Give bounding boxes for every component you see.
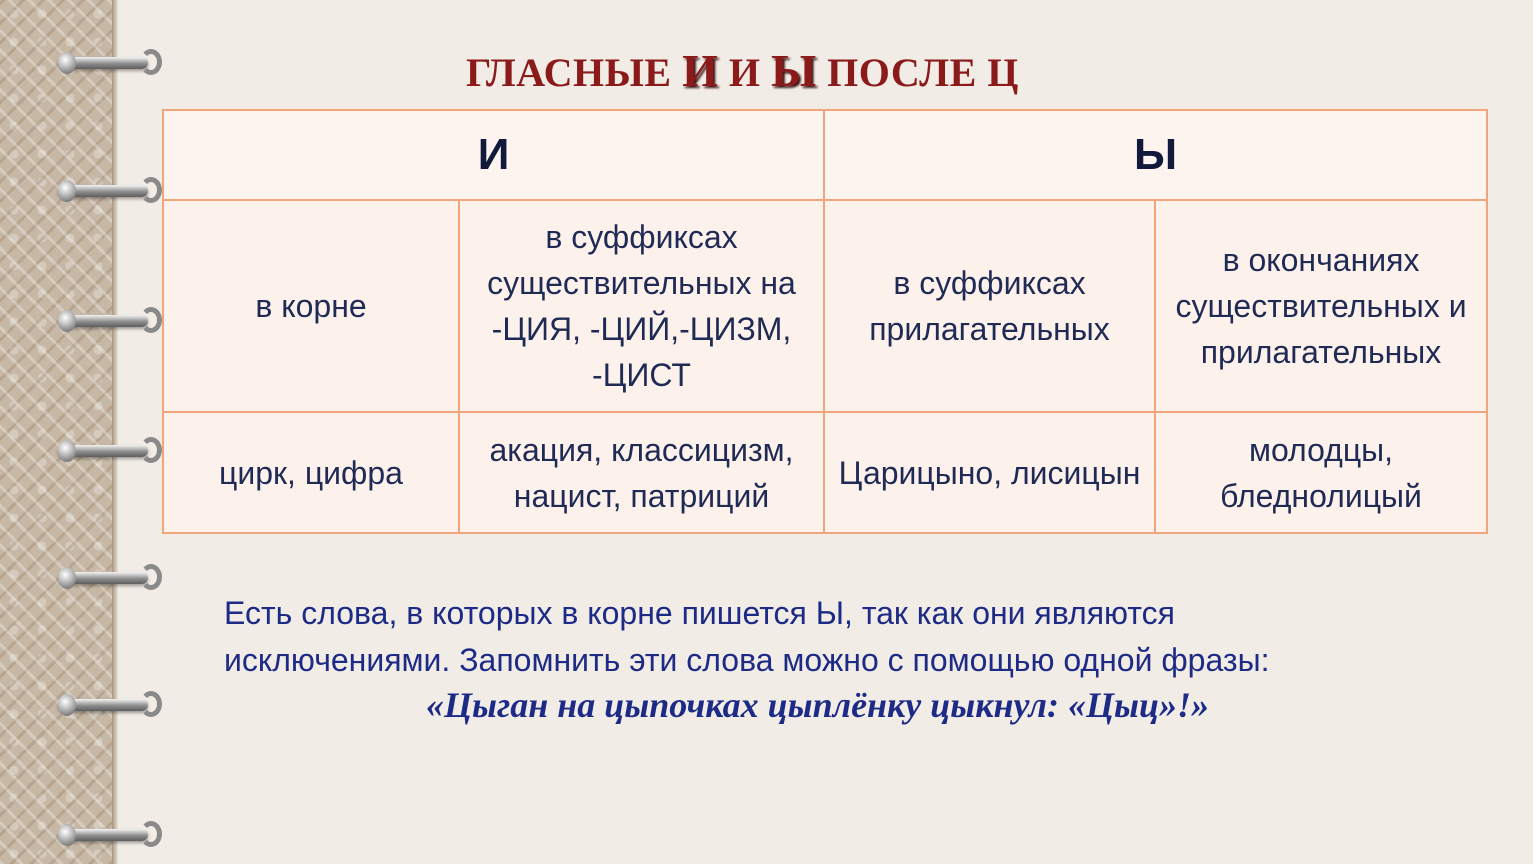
condition-cell: в суффиксах прилагательных	[824, 200, 1155, 412]
binding-ring-icon	[58, 436, 162, 466]
header-letter-i: И	[163, 110, 824, 200]
binding-ring-icon	[58, 306, 162, 336]
binding-ring-icon	[58, 48, 162, 78]
ornamental-border-edge	[112, 0, 118, 864]
rules-table	[162, 109, 1488, 534]
exception-note: Есть слова, в которых в корне пишется Ы, так как они являются исключениями. Запомнить эти слова можно с помощью одной фразы:	[224, 595, 1270, 678]
ornamental-border	[0, 0, 112, 864]
binding-ring-icon	[58, 820, 162, 850]
example-cell: молодцы, бледнолицый	[1155, 412, 1487, 533]
header-letter-y: Ы	[824, 110, 1487, 200]
example-cell: цирк, цифра	[163, 412, 459, 533]
table-row-conditions	[163, 200, 1487, 412]
condition-cell: в суффиксах существительных на -ЦИЯ, -ЦИЙ,-ЦИЗМ, -ЦИСТ	[459, 200, 824, 412]
example-cell: акация, классицизм, нацист, патриций	[459, 412, 824, 533]
binding-ring-icon	[58, 563, 162, 593]
example-cell: Царицыно, лисицын	[824, 412, 1155, 533]
title-part2: ПОСЛЕ Ц	[827, 50, 1019, 95]
title-conjunction: И	[728, 50, 761, 95]
condition-cell: в корне	[163, 200, 459, 412]
title-letter-i: И	[682, 45, 719, 96]
title-part1: ГЛАСНЫЕ	[466, 50, 672, 95]
binding-ring-icon	[58, 690, 162, 720]
table-header-row	[163, 110, 1487, 200]
mnemonic-phrase: «Цыган на цыпочках цыплёнку цыкнул: «Цыц»!»	[426, 685, 1209, 725]
table-row-examples	[163, 412, 1487, 533]
title-letter-y: Ы	[770, 45, 817, 96]
condition-cell: в окончаниях существительных и прилагательных	[1155, 200, 1487, 412]
binding-ring-icon	[58, 176, 162, 206]
page-title	[466, 44, 1019, 97]
